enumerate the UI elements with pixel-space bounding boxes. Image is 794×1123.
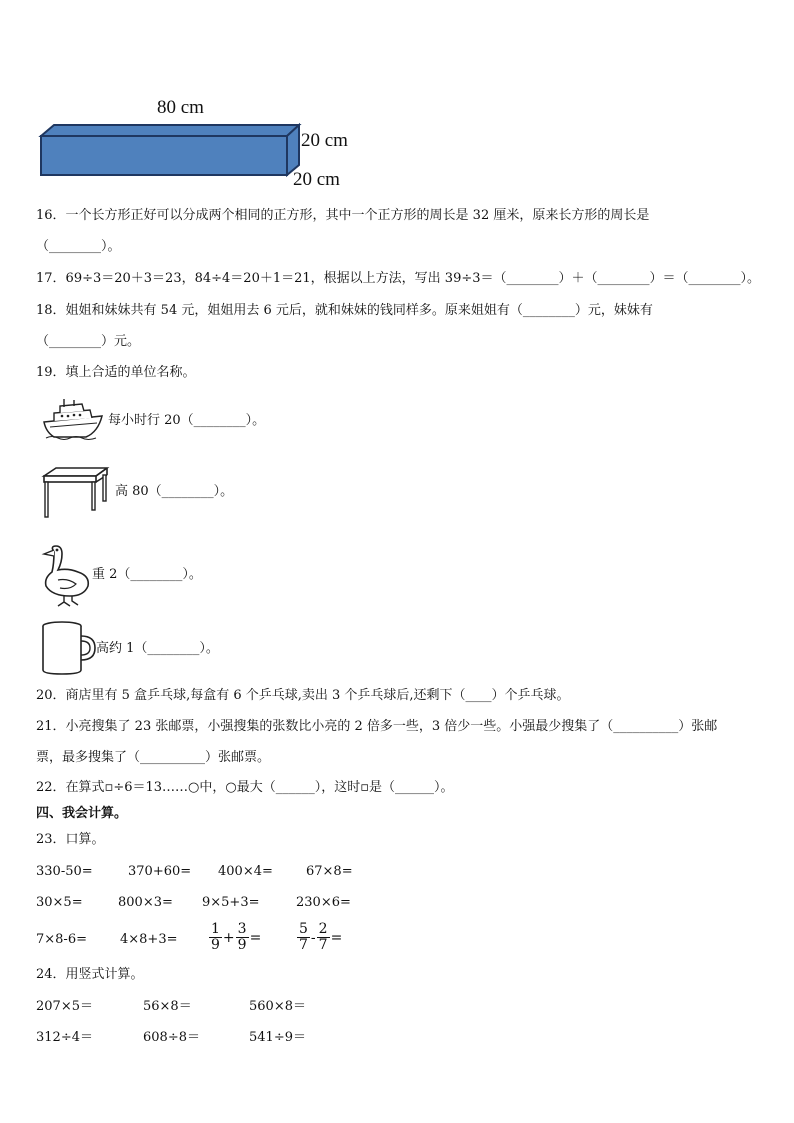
q20-line1: 20．商店里有 5 盒乒乓球,每盒有 6 个乒乓球,卖出 3 个乒乓球后,还剩下（____）个乒乓球。 [36,688,570,703]
q23-r2c1: 30×5= [36,895,83,910]
q19-goose-text: 重 2（________）。 [92,567,202,582]
cup-icon [40,620,98,676]
length-label: 80 cm [157,97,204,118]
frac2-numerator-2: 2 [318,921,328,937]
q22-line1: 22．在算式▫÷6＝13……○中，○最大（______），这时▫是（______）。 [36,780,454,795]
goose-icon [40,544,92,608]
ship-icon [40,396,106,440]
table-icon [40,466,110,520]
frac2-equals: = [330,929,343,946]
q19-cup-text: 高约 1（________）。 [96,641,219,656]
q24-r1c3: 560×8＝ [249,999,306,1014]
q24-title: 24．用竖式计算。 [36,967,144,982]
frac2-denominator-1: 7 [299,937,308,953]
frac2-denominator-2: 7 [318,937,328,953]
height-label: 20 cm [301,130,348,151]
q23-fraction-expr-2 [296,922,342,953]
q23-r1c3: 400×4= [218,864,273,879]
q23-r1c4: 67×8= [306,864,353,879]
q19-table-text: 高 80（________）。 [115,484,234,499]
q24-r2c2: 608÷8＝ [143,1030,200,1045]
q16-line2: （________）。 [36,239,121,254]
depth-label: 20 cm [293,169,340,190]
q18-line2: （________）元。 [36,334,141,349]
q23-r1c2: 370+60= [128,864,192,879]
q24-r2c3: 541÷9＝ [249,1030,306,1045]
q23-r3c2: 4×8+3= [120,932,178,947]
q24-r2c1: 312÷4＝ [36,1030,93,1045]
q23-r1c1: 330-50= [36,864,93,879]
q17-line1: 17．69÷3＝20＋3＝23，84÷4＝20＋1＝21，根据以上方法，写出 39÷3＝（________）＋（________）＝（________）。 [36,271,761,286]
q23-fraction-expr-1 [208,922,261,953]
q23-r2c4: 230×6= [296,895,351,910]
q21-line2: 票，最多搜集了（__________）张邮票。 [36,750,271,765]
frac1-numerator-2: 3 [237,921,247,937]
frac1-denominator-2: 9 [237,937,247,953]
frac2-operator: - [310,929,316,946]
q23-title: 23．口算。 [36,832,105,847]
q23-r3c1: 7×8-6= [36,932,87,947]
box-figure [38,122,302,178]
q19-ship-text: 每小时行 20（________）。 [108,413,266,428]
q18-line1: 18．姐姐和妹妹共有 54 元，姐姐用去 6 元后，就和妹妹的钱同样多。原来姐姐有（________）元，妹妹有 [36,303,653,318]
q23-r2c3: 9×5+3= [202,895,260,910]
section4-title: 四、我会计算。 [36,806,128,821]
q19-title: 19．填上合适的单位名称。 [36,365,196,380]
q21-line1: 21．小亮搜集了 23 张邮票，小强搜集的张数比小亮的 2 倍多一些，3 倍少一些。小强最少搜集了（__________）张邮 [36,719,718,734]
q24-r1c2: 56×8＝ [143,999,192,1014]
frac1-denominator-1: 9 [211,937,220,953]
q23-r2c2: 800×3= [118,895,173,910]
frac1-operator: + [222,929,235,946]
frac2-numerator-1: 5 [299,921,308,937]
frac1-equals: = [249,929,262,946]
frac1-numerator-1: 1 [211,921,220,937]
q24-r1c1: 207×5＝ [36,999,93,1014]
q16-line1: 16．一个长方形正好可以分成两个相同的正方形，其中一个正方形的周长是 32 厘米，原来长方形的周长是 [36,208,650,223]
